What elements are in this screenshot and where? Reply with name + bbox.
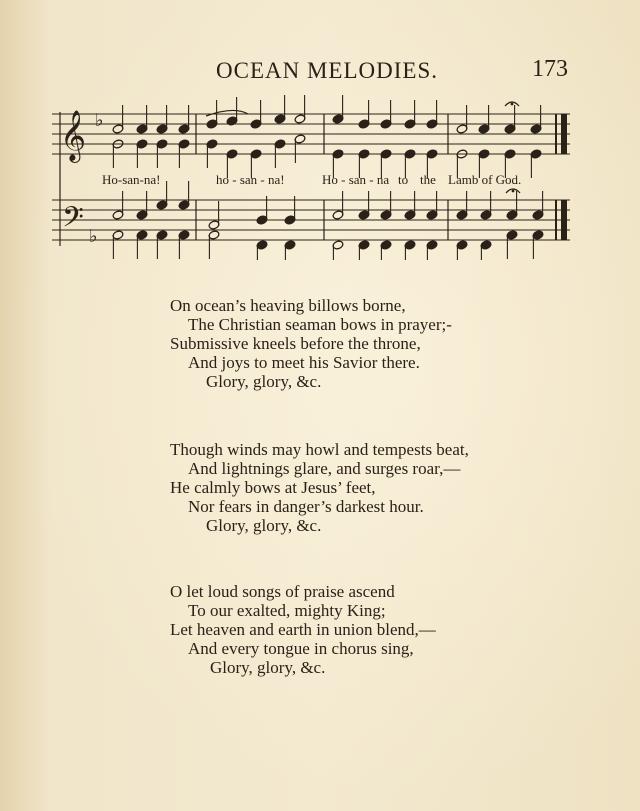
running-head: OCEAN MELODIES. — [216, 58, 438, 83]
verse-line: Nor fears in danger’s darkest hour. — [188, 497, 424, 516]
stanza-2 — [170, 440, 469, 535]
stanza-3 — [170, 582, 436, 677]
verse-line: O let loud songs of praise ascend — [170, 582, 395, 601]
verse-line: The Christian seaman bows in prayer;- — [188, 315, 452, 334]
bass-flat-sign-icon: ♭ — [89, 226, 98, 247]
treble-staff — [52, 114, 570, 154]
slur-icon — [206, 110, 248, 116]
verse-line: And joys to meet his Savior there. — [188, 353, 420, 372]
lyric-syllable: to — [398, 172, 409, 187]
chorus-refrain: Glory, glory, &c. — [210, 658, 326, 677]
lyric-syllable: Ho-san-na! — [102, 172, 161, 187]
lyric-syllable: the — [420, 172, 436, 187]
verse-line: To our exalted, mighty King; — [188, 601, 386, 620]
lyric-syllable: Lamb of God. — [448, 172, 522, 187]
bass-clef-icon: 𝄢 — [62, 201, 84, 241]
treble-flat-sign-icon: ♭ — [95, 110, 104, 131]
lyric-syllable: ho - san - na! — [216, 172, 285, 187]
chorus-refrain: Glory, glory, &c. — [206, 516, 322, 535]
verse-line: And lightnings glare, and surges roar,— — [188, 459, 461, 478]
chorus-refrain: Glory, glory, &c. — [206, 372, 322, 391]
double-barline-icon — [555, 114, 567, 240]
verse-line: And every tongue in chorus sing, — [188, 639, 414, 658]
music-score — [0, 0, 640, 260]
lyric-syllable: Ho - san - na — [322, 172, 390, 187]
treble-notes — [112, 95, 542, 178]
treble-clef-icon: 𝄞 — [60, 110, 87, 161]
verse-line: On ocean’s heaving billows borne, — [170, 296, 406, 315]
verse-line: Submissive kneels before the throne, — [170, 334, 421, 353]
verse-line: He calmly bows at Jesus’ feet, — [170, 478, 376, 497]
bass-staff — [52, 200, 570, 240]
verse-line: Though winds may howl and tempests beat, — [170, 440, 469, 459]
stanza-1 — [170, 296, 452, 391]
hymn-lyrics — [102, 172, 542, 192]
verse-line: Let heaven and earth in union blend,— — [170, 620, 436, 639]
page-number: 173 — [532, 56, 568, 82]
